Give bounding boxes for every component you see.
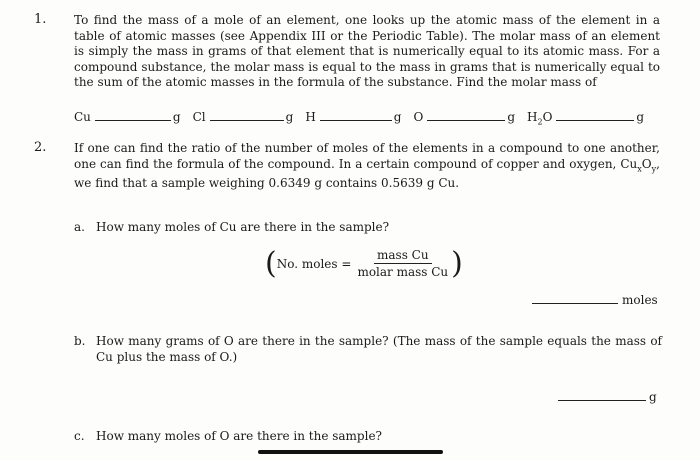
question-1-number: 1.	[34, 12, 47, 27]
formula-fraction	[354, 248, 451, 279]
formula-lhs: No. moles =	[276, 256, 352, 271]
o-answer-blank[interactable]	[427, 119, 505, 121]
cu-answer-blank[interactable]	[95, 119, 171, 121]
question-1-text: To find the mass of a mole of an element, one looks up the atomic mass of the element in a table of atomic masses (see Appendix III or the Periodic Table). The molar mass of an element is simply the mass in grams of that element that is numerically equal to its atomic mass. For a compound substance, the molar mass is equal to the mass in grams that is numerically equal to the sum of the atomic masses in the formula of the substance. Find the molar mass of	[74, 13, 660, 89]
question-2-text: If one can find the ratio of the number of moles of the elements in a compound to one another, one can find the formula of the compound. In a certain compound of copper and oxygen, $Cu_xO_y$, we find that a sample weighing 0.6349 g contains 0.5639 g Cu.	[74, 141, 660, 191]
formula-numerator: mass Cu	[374, 248, 432, 264]
o-label: O	[413, 110, 424, 124]
scroll-indicator[interactable]	[258, 450, 443, 454]
h-unit: g	[393, 110, 402, 124]
part-a-question: How many moles of Cu are there in the sample?	[96, 220, 390, 234]
cl-answer-blank[interactable]	[210, 119, 284, 121]
part-c-question: How many moles of O are there in the sample?	[96, 429, 382, 443]
cl-unit: g	[285, 110, 294, 124]
part-a-answer-unit: moles	[622, 293, 658, 307]
part-c-label: c.	[74, 429, 85, 443]
h-answer-blank[interactable]	[320, 119, 392, 121]
h2o-unit: g	[636, 110, 645, 124]
moles-formula: ( No. moles = $\frac{\text{mass Cu}}{\text{molar mass Cu}}$ )	[265, 245, 463, 281]
part-a-label: a.	[74, 220, 85, 234]
cl-label: Cl	[192, 110, 206, 124]
h2o-label: $H_2O$	[527, 110, 553, 127]
formula-denominator: molar mass Cu	[357, 265, 449, 279]
part-a-answer-blank[interactable]	[532, 302, 618, 304]
question-2-number: 2.	[34, 140, 47, 155]
part-a-answer	[532, 293, 658, 307]
o-unit: g	[507, 110, 516, 124]
part-b-answer	[558, 390, 657, 404]
part-b-answer-unit: g	[649, 390, 657, 404]
h2o-answer-blank[interactable]	[556, 119, 634, 121]
part-b-answer-blank[interactable]	[558, 399, 646, 401]
h-label: H	[305, 110, 316, 124]
cu-label: Cu	[74, 110, 91, 124]
part-b-label: b.	[74, 334, 86, 348]
part-b-question: How many grams of O are there in the sample? (The mass of the sample equals the mass of Cu plus the mass of O.)	[96, 334, 662, 364]
cu-unit: g	[172, 110, 181, 124]
molar-mass-answers-row	[74, 110, 644, 126]
